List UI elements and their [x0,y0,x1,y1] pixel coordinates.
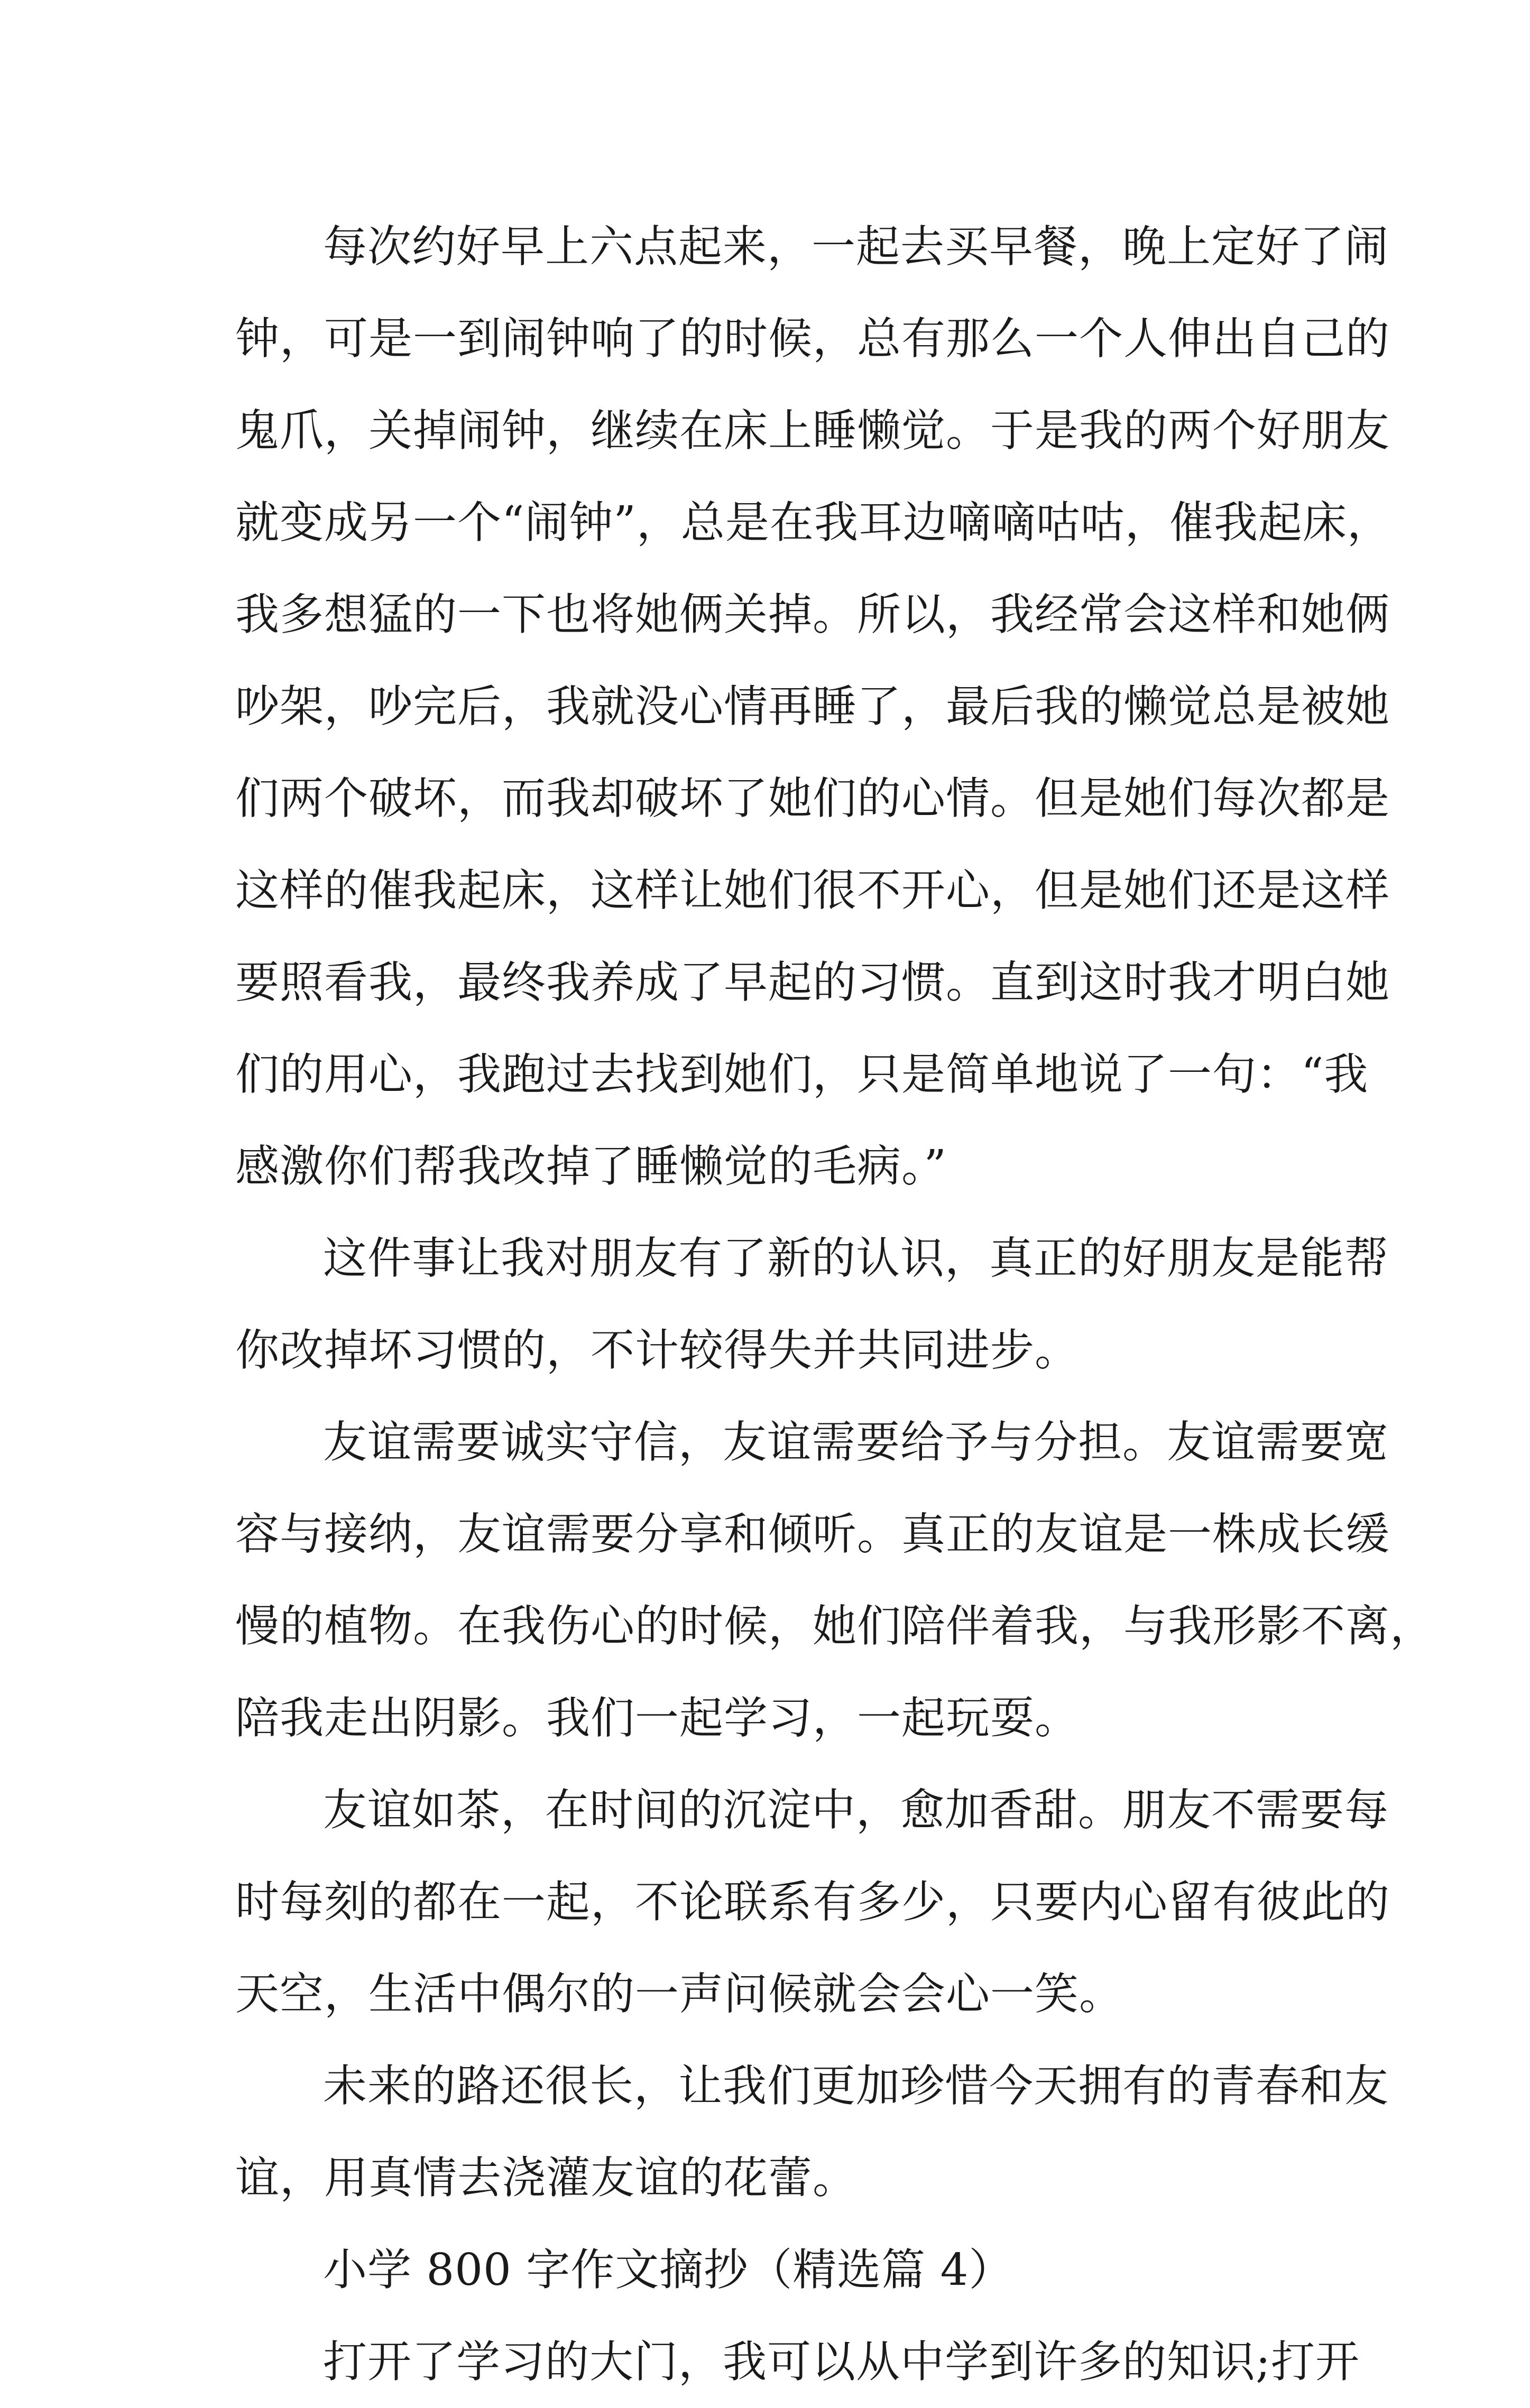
text-line: 谊，用真情去浇灌友谊的花蕾。 [235,2152,857,2203]
text-line: 要照看我，最终我养成了早起的习惯。直到这时我才明白她 [235,957,1390,1008]
text-line: 友谊需要诚实守信，友谊需要给予与分担。友谊需要宽 [323,1416,1389,1468]
section-title: 小学 800 字作文摘抄（精选篇 4） [323,2244,1013,2295]
text-line: 时每刻的都在一起，不论联系有多少，只要内心留有彼此的 [235,1876,1390,1928]
paragraph-learning-door [235,2316,1360,2408]
text-line: 们的用心，我跑过去找到她们，只是简单地说了一句：“我 [235,1049,1369,1100]
text-line: 你改掉坏习惯的，不计较得失并共同进步。 [235,1325,1079,1376]
text-line: 未来的路还很长，让我们更加珍惜今天拥有的青春和友 [323,2060,1389,2111]
text-line: 就变成另一个“闹钟”，总是在我耳边嘀嘀咕咕，催我起床， [235,497,1391,548]
paragraph-future-road [235,2040,1389,2224]
paragraph-friendship-needs [235,1396,1434,1764]
text-line: 这样的催我起床，这样让她们很不开心，但是她们还是这样 [235,865,1390,916]
text-line: 友谊如茶，在时间的沉淀中，愈加香甜。朋友不需要每 [323,1784,1389,1836]
text-line: 慢的植物。在我伤心的时候，她们陪伴着我，与我形影不离， [235,1600,1434,1652]
text-line: 打开了学习的大门，我可以从中学到许多的知识;打开 [323,2336,1360,2387]
text-line: 这件事让我对朋友有了新的认识，真正的好朋友是能帮 [323,1233,1389,1284]
text-line: 吵架，吵完后，我就没心情再睡了，最后我的懒觉总是被她 [235,681,1390,732]
text-line: 我多想猛的一下也将她俩关掉。所以，我经常会这样和她俩 [235,589,1390,640]
text-line: 们两个破坏，而我却破坏了她们的心情。但是她们每次都是 [235,773,1390,824]
article-body [235,201,1434,2408]
text-line: 陪我走出阴影。我们一起学习，一起玩耍。 [235,1692,1079,1744]
text-line: 感激你们帮我改掉了睡懒觉的毛病。” [235,1141,947,1192]
text-line: 每次约好早上六点起来，一起去买早餐，晚上定好了闹 [323,221,1389,272]
section-heading [235,2224,1298,2316]
text-line: 鬼爪，关掉闹钟，继续在床上睡懒觉。于是我的两个好朋友 [235,405,1390,456]
text-line: 天空，生活中偶尔的一声问候就会会心一笑。 [235,1968,1123,2020]
paragraph-friendship-tea [235,1764,1390,2040]
paragraph-new-understanding [235,1212,1389,1396]
paragraph-friends-alarm [235,201,1391,1212]
text-line: 容与接纳，友谊需要分享和倾听。真正的友谊是一株成长缓 [235,1508,1390,1560]
text-line: 钟，可是一到闹钟响了的时候，总有那么一个人伸出自己的 [235,313,1390,364]
